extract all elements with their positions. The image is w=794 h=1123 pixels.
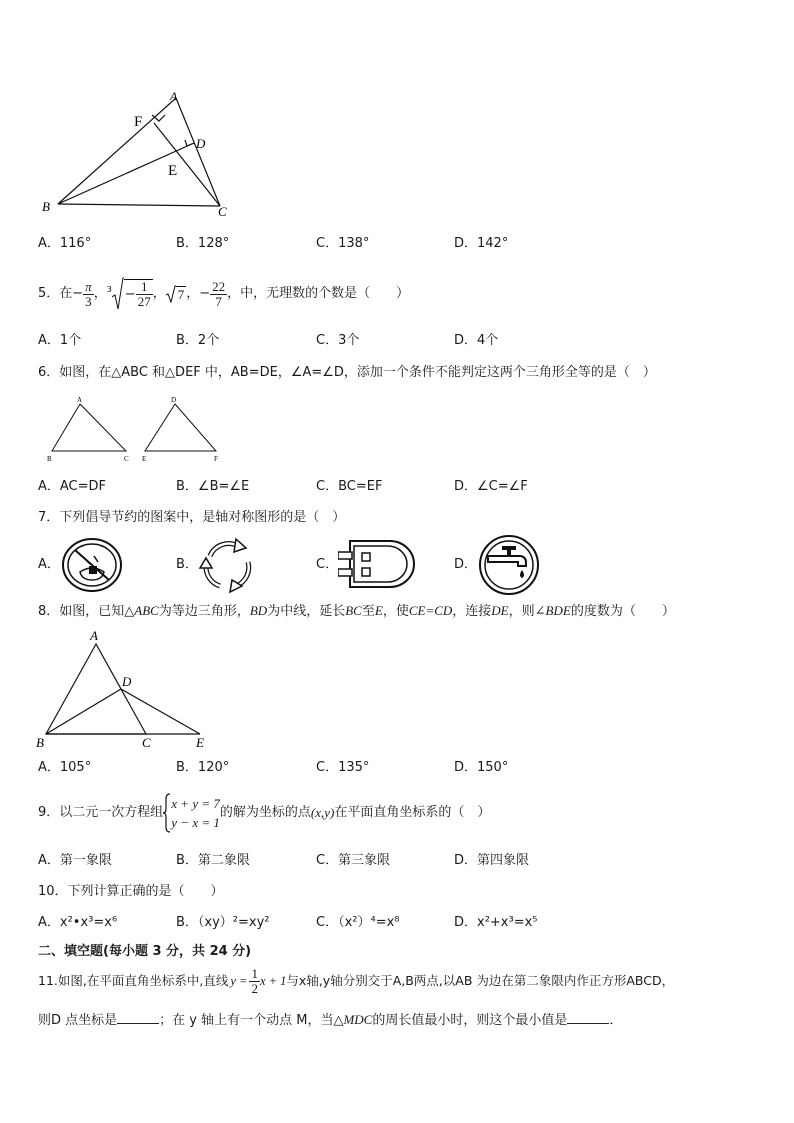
q5-sep2: ， [152, 286, 166, 301]
q11-triangle: △MDC [333, 1012, 373, 1027]
q8-text-tri: △ABC [124, 603, 159, 618]
q6-stem: 6．如图，在△ABC 和△DEF 中，AB=DE，∠A=∠D，添加一个条件不能判定这两个三角形全等的是（ ） [38, 365, 656, 380]
water-saving-icon [60, 536, 124, 594]
side-ac [176, 98, 220, 206]
q11-line1 [38, 962, 674, 1000]
q8-stem [38, 603, 675, 620]
label-f: F [214, 455, 218, 463]
label-d: D [122, 674, 132, 689]
q6-triangles-figure [40, 394, 240, 466]
q7-stem: 7．下列倡导节约的图案中，是轴对称图形的是（ ） [38, 510, 346, 525]
q4-option-b[interactable]: B．128° [176, 236, 230, 251]
q8-text-mid6: ，则 [508, 604, 535, 619]
q8-text-e: E [374, 603, 383, 618]
q8-option-c[interactable]: C．135° [316, 760, 370, 775]
q11-line1-pre: 11.如图,在平面直角坐标系中,直线 [38, 973, 229, 988]
side-ab [58, 98, 176, 204]
q8-option-b[interactable]: B．120° [176, 760, 230, 775]
q10-option-b[interactable]: B．（xy）²=xy² [176, 915, 270, 930]
q10-stem: 10．下列计算正确的是（ ） [38, 884, 224, 899]
q5-option-b[interactable]: B．2个 [176, 333, 220, 348]
section-heading: 二、填空题(每小题 3 分，共 24 分) [38, 944, 252, 959]
right-angle-d [185, 140, 194, 146]
half-fraction [249, 967, 260, 996]
median-bd [46, 689, 121, 734]
q8-text-eq: CE=CD [408, 603, 453, 618]
q8-option-d[interactable]: D．150° [454, 760, 509, 775]
q8-text-mid5: ，连接 [452, 604, 492, 619]
q5-prefix: 5．在− [38, 286, 84, 301]
q5-cube-root [107, 277, 153, 311]
q11-x-plus: x + 1 [259, 974, 287, 988]
q11-line2 [38, 1011, 622, 1029]
q8-text-bc: BC [345, 603, 362, 618]
q4-option-c[interactable]: C．138° [316, 236, 370, 251]
label-f: F [134, 114, 143, 130]
q9-option-d[interactable]: D．第四象限 [454, 853, 530, 868]
q5-sep1: ， [93, 286, 107, 301]
q6-option-c[interactable]: C．BC=EF [316, 479, 383, 494]
radical-sign [112, 277, 124, 311]
answer-blank-1[interactable] [117, 1011, 159, 1024]
q11-y-eq: y = [230, 974, 248, 988]
label-a: A [77, 396, 83, 404]
half-numerator: 1 [251, 965, 258, 981]
q5-option-d[interactable]: D．4个 [454, 333, 499, 348]
equation-2: y − x = 1 [171, 815, 220, 830]
cube-numerator: 1 [136, 280, 153, 295]
recycle-arrows-icon [196, 536, 258, 594]
q4-option-d[interactable]: D．142° [454, 236, 509, 251]
label-e: E [142, 455, 147, 463]
q9-stem [38, 792, 490, 834]
q10-option-a[interactable]: A．x²•x³=x⁶ [38, 915, 118, 930]
q8-text-end: 的度数为（ ） [570, 604, 675, 619]
q11-line2-pre: 则D 点坐标是 [38, 1013, 118, 1028]
power-plug-icon [338, 538, 418, 590]
q10-option-c[interactable]: C．（x²）⁴=x⁸ [316, 915, 400, 930]
q7-option-a-label[interactable]: A． [38, 557, 60, 572]
q8-triangle-figure [34, 628, 224, 752]
q5-22-7-fraction [210, 280, 227, 309]
q5-option-c[interactable]: C．3个 [316, 333, 360, 348]
q6-option-a[interactable]: A．AC=DF [38, 479, 107, 494]
q5-suffix: ，中，无理数的个数是（ ） [227, 286, 410, 301]
q9-prefix: 9．以二元一次方程组 [38, 805, 164, 820]
triangle-abc [52, 404, 126, 451]
q7-option-d-label[interactable]: D． [454, 557, 478, 572]
q4-option-a[interactable]: A．116° [38, 236, 92, 251]
label-a: A [90, 628, 98, 643]
label-e: E [196, 735, 204, 750]
label-b: B [36, 735, 44, 750]
q5-pi-fraction [83, 280, 94, 309]
sqrt-sign [166, 285, 176, 303]
label-c: C [124, 455, 129, 463]
q9-mid: 的解为坐标的点 [219, 805, 311, 820]
q8-option-a[interactable]: A．105° [38, 760, 92, 775]
segment-cf [154, 123, 220, 206]
q9-option-c[interactable]: C．第三象限 [316, 853, 391, 868]
q10-option-d[interactable]: D．x²+x³=x⁵ [454, 915, 538, 930]
q9-option-b[interactable]: B．第二象限 [176, 853, 250, 868]
q7-option-c-label[interactable]: C． [316, 557, 339, 572]
q11-line2-post: 的周长值最小时，则这个最小值是 [372, 1013, 568, 1028]
q8-text-mid4: ，使 [382, 604, 409, 619]
frac-denominator: 7 [215, 293, 222, 309]
q11-line2-mid: ；在 y 轴上有一个动点 M，当 [159, 1013, 334, 1028]
q9-point: (x,y) [310, 805, 335, 820]
faucet-drop-icon [476, 534, 542, 596]
q4-triangle-figure [36, 88, 246, 218]
equation-system [171, 794, 220, 832]
cube-fraction [136, 280, 153, 309]
side-bc [58, 204, 220, 206]
label-e: E [168, 163, 178, 179]
sqrt-argument: 7 [177, 286, 185, 302]
q11-line1-post: 与x轴,y轴分别交于A,B两点,以AB 为边在第二象限内作正方形ABCD， [286, 973, 675, 988]
q9-suffix: 在平面直角坐标系的（ ） [334, 805, 491, 820]
pi-denominator: 3 [85, 293, 92, 309]
triangle-def [145, 404, 216, 451]
q6-option-b[interactable]: B．∠B=∠E [176, 479, 250, 494]
pi-numerator: π [85, 278, 92, 294]
q5-stem [38, 276, 409, 312]
equation-1: x + y = 7 [171, 796, 220, 811]
q8-text-de: DE [491, 603, 509, 618]
label-c: C [218, 204, 227, 218]
q8-text-mid1: 为等边三角形， [158, 604, 250, 619]
label-d: D [196, 136, 206, 151]
cube-minus: − [124, 286, 136, 302]
triangle-abc [46, 644, 146, 734]
q11-line2-end: ． [609, 1013, 623, 1028]
q5-option-a[interactable]: A．1个 [38, 333, 82, 348]
q8-text-mid2: 为中线，延长 [267, 604, 346, 619]
q6-option-d[interactable]: D．∠C=∠F [454, 479, 528, 494]
frac-numerator: 22 [212, 278, 226, 294]
q9-option-a[interactable]: A．第一象限 [38, 853, 112, 868]
half-denominator: 2 [251, 980, 258, 996]
q7-option-b-label[interactable]: B． [176, 557, 198, 572]
q8-text-ang: ∠BDE [534, 603, 571, 618]
label-c: C [142, 735, 151, 750]
q5-sep3: ，− [186, 286, 211, 301]
label-a: A [170, 89, 178, 103]
label-b: B [47, 455, 52, 463]
cube-index: 3 [106, 285, 112, 294]
q5-sqrt7 [166, 285, 187, 303]
label-b: B [42, 199, 50, 214]
label-d: D [171, 396, 177, 404]
q8-text-pre: 8．如图，已知 [38, 604, 125, 619]
q8-text-mid3: 至 [361, 604, 375, 619]
cube-denominator: 27 [137, 294, 151, 309]
answer-blank-2[interactable] [567, 1011, 609, 1024]
q8-text-bd: BD [249, 603, 268, 618]
